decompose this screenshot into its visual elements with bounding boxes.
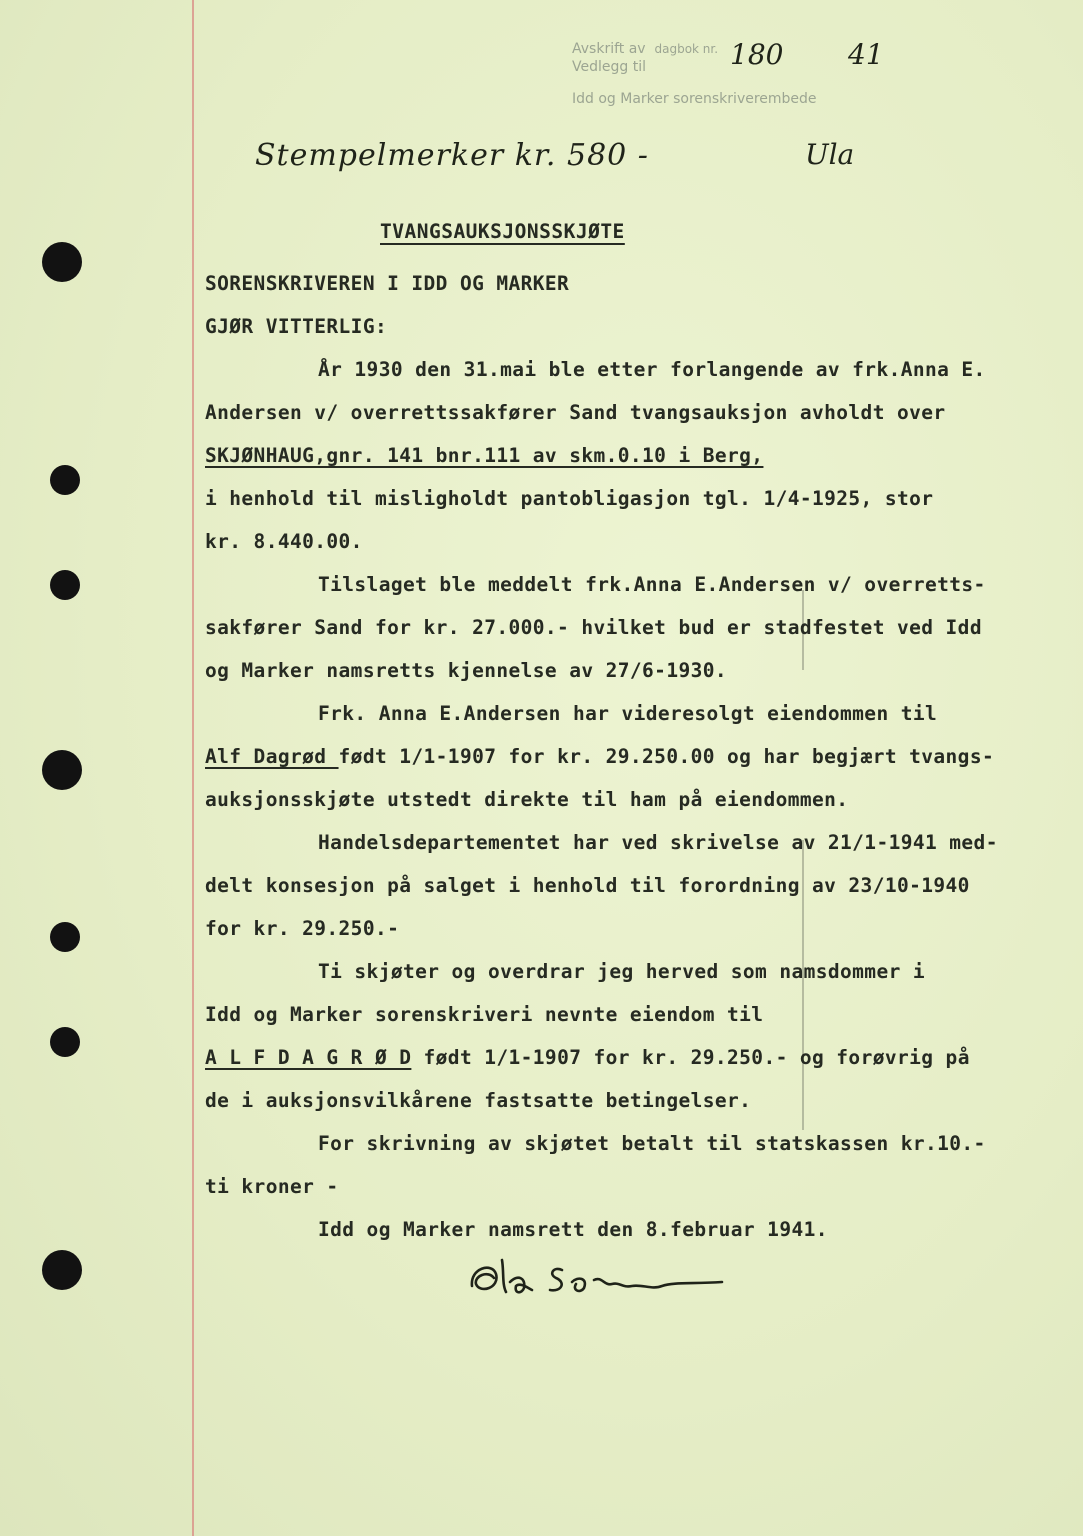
property-line: SKJØNHAUG,gnr. 141 bnr.111 av skm.0.10 i Berg, — [205, 444, 764, 467]
binder-hole — [42, 1250, 82, 1290]
stamp-line-2: Vedlegg til — [572, 59, 646, 75]
binder-hole — [50, 1027, 80, 1057]
header-line: SORENSKRIVEREN I IDD OG MARKER — [205, 272, 570, 295]
text-line: Handelsdepartementet har ved skrivelse av 21/1-1941 med- — [318, 831, 998, 854]
text-line — [205, 1046, 970, 1069]
text-line: de i auksjonsvilkårene fastsatte betingelser. — [205, 1089, 752, 1112]
text-span: født 1/1-1907 for kr. 29.250.- og forøvrig på — [411, 1046, 970, 1069]
binder-hole — [50, 465, 80, 495]
text-span: født 1/1-1907 for kr. 29.250.00 og har begjært tvangs- — [338, 745, 995, 768]
binder-hole — [50, 570, 80, 600]
stamp-number: 180 — [730, 38, 784, 71]
binder-hole — [42, 750, 82, 790]
signature-text — [462, 1248, 463, 1249]
text-line: og Marker namsretts kjennelse av 27/6-1930. — [205, 659, 728, 682]
text-line: For skrivning av skjøtet betalt til statskassen kr.10.- — [318, 1132, 986, 1155]
handwritten-note: Stempelmerker kr. 580 - — [255, 138, 649, 173]
text-line: År 1930 den 31.mai ble etter forlangende av frk.Anna E. — [318, 358, 986, 381]
text-line — [205, 745, 994, 768]
binder-hole — [42, 242, 82, 282]
binder-hole — [50, 922, 80, 952]
document-title: TVANGSAUKSJONSSKJØTE — [380, 220, 625, 243]
text-line: Tilslaget ble meddelt frk.Anna E.Andersen v/ overretts- — [318, 573, 986, 596]
text-line: Frk. Anna E.Andersen har videresolgt eiendommen til — [318, 702, 938, 725]
text-line: for kr. 29.250.- — [205, 917, 400, 940]
stamp-year: 41 — [848, 38, 884, 71]
text-line: Ti skjøter og overdrar jeg herved som namsdommer i — [318, 960, 925, 983]
text-line: Andersen v/ overrettssakfører Sand tvangsauksjon avholdt over — [205, 401, 946, 424]
closing-line: Idd og Marker namsrett den 8.februar 1941. — [318, 1218, 828, 1241]
handwritten-initials: Ula — [805, 138, 855, 171]
text-line: Idd og Marker sorenskriveri nevnte eiendom til — [205, 1003, 764, 1026]
text-line: sakfører Sand for kr. 27.000.- hvilket bud er stadfestet ved Idd — [205, 616, 982, 639]
signature — [462, 1248, 742, 1312]
signature-svg — [462, 1248, 742, 1308]
stamp-line-3: Idd og Marker sorenskriverembede — [572, 91, 817, 107]
header-line: GJØR VITTERLIG: — [205, 315, 388, 338]
buyer-name: Alf Dagrød — [205, 745, 339, 768]
text-line: auksjonsskjøte utstedt direkte til ham på eiendommen. — [205, 788, 849, 811]
buyer-name-spaced: A L F D A G R Ø D — [205, 1046, 412, 1069]
text-line: ti kroner - — [205, 1175, 339, 1198]
text-line: delt konsesjon på salget i henhold til forordning av 23/10-1940 — [205, 874, 970, 897]
text-line: kr. 8.440.00. — [205, 530, 363, 553]
stamp-line-1: Avskrift av dagbok nr. — [572, 41, 719, 57]
margin-rule — [192, 0, 194, 1536]
text-line: i henhold til misligholdt pantobligasjon tgl. 1/4-1925, stor — [205, 487, 934, 510]
